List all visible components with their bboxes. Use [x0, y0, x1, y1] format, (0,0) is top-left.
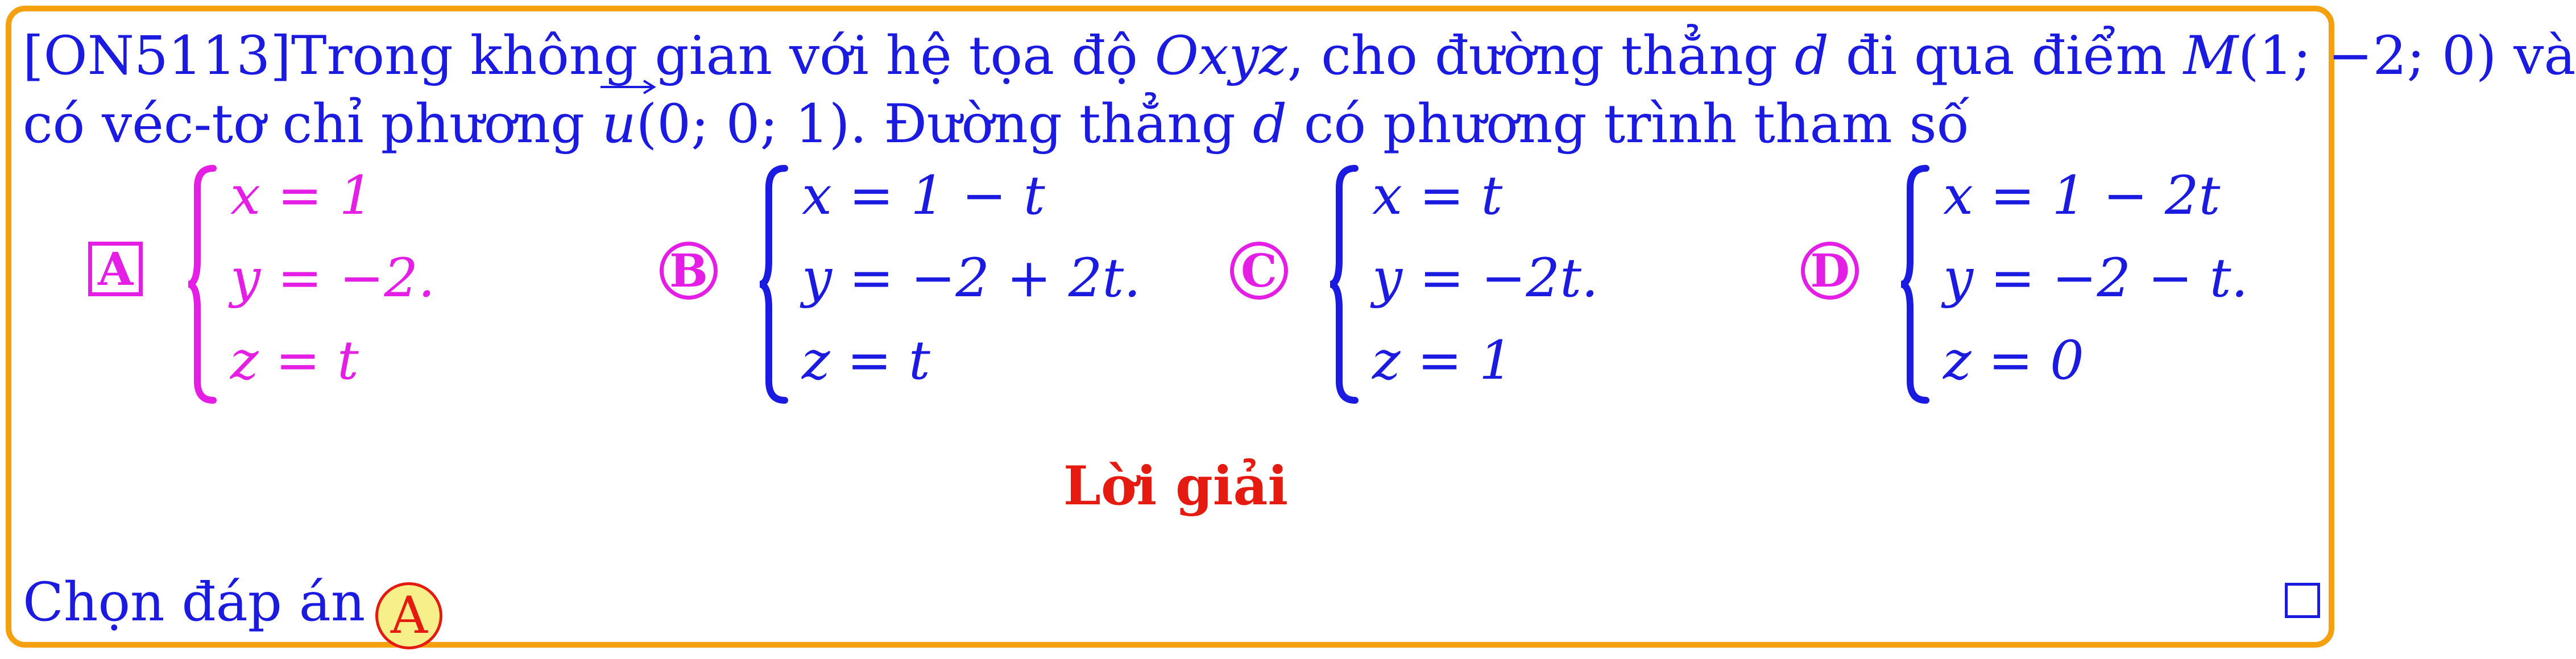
option-c-eq-x: x = t [1372, 165, 1503, 227]
vector-coords: (0; 0; 1) [636, 93, 850, 155]
answer-line [23, 571, 442, 649]
brace-icon [1898, 165, 1932, 404]
option-a-eq-y: y = −2. [230, 247, 436, 309]
option-d-eq-x: x = 1 − 2t [1943, 165, 2221, 227]
option-a-equations [230, 165, 435, 412]
option-d-badge: D [1801, 242, 1859, 300]
answer-badge: A [375, 582, 442, 649]
var-d: d [1794, 25, 1829, 87]
solution-title: Lời giải [1063, 455, 1289, 517]
question-text-e: có véc-tơ chỉ phương [23, 93, 602, 155]
option-a-eq-x: x = 1 [230, 165, 374, 227]
question-line-2 [23, 93, 1970, 155]
option-c-eq-y: y = −2t. [1372, 247, 1598, 309]
question-code: [ON5113] [23, 25, 291, 87]
question-text-b: , cho đường thẳng [1287, 25, 1795, 87]
option-a-eq-z: z = t [230, 330, 359, 392]
var-oxyz: Oxyz [1154, 25, 1287, 87]
point-coords: (1; −2; 0) [2238, 25, 2497, 87]
option-b-eq-x: x = 1 − t [802, 165, 1045, 227]
question-text-c: đi qua điểm [1828, 25, 2184, 87]
option-c-equations [1372, 165, 1598, 412]
brace-icon [756, 165, 790, 404]
answer-prefix: Chọn đáp án [23, 571, 366, 633]
vector-u [602, 93, 636, 155]
option-c-badge: C [1230, 242, 1288, 300]
question-text-d: và [2496, 25, 2576, 87]
option-d-eq-z: z = 0 [1943, 330, 2084, 392]
option-c-eq-z: z = 1 [1372, 330, 1513, 392]
option-b-eq-z: z = t [802, 330, 930, 392]
vector-name: u [602, 93, 636, 155]
question-line-1 [23, 25, 2576, 87]
option-b-badge: B [660, 242, 718, 300]
option-b-equations [802, 165, 1141, 412]
option-b-eq-y: y = −2 + 2t. [802, 247, 1141, 309]
option-a-badge: A [88, 242, 143, 296]
option-d-equations [1943, 165, 2248, 412]
var-m: M [2183, 25, 2238, 87]
qed-square-icon [2285, 583, 2320, 618]
vector-arrow-icon [599, 78, 656, 96]
option-d-eq-y: y = −2 − t. [1943, 247, 2248, 309]
brace-icon [185, 165, 219, 404]
question-text-a: Trong không gian với hệ tọa độ [291, 25, 1155, 87]
question-text-g: có phương trình tham số [1287, 93, 1970, 155]
brace-icon [1327, 165, 1361, 404]
var-d-2: d [1252, 93, 1287, 155]
question-text-f: . Đường thẳng [850, 93, 1253, 155]
